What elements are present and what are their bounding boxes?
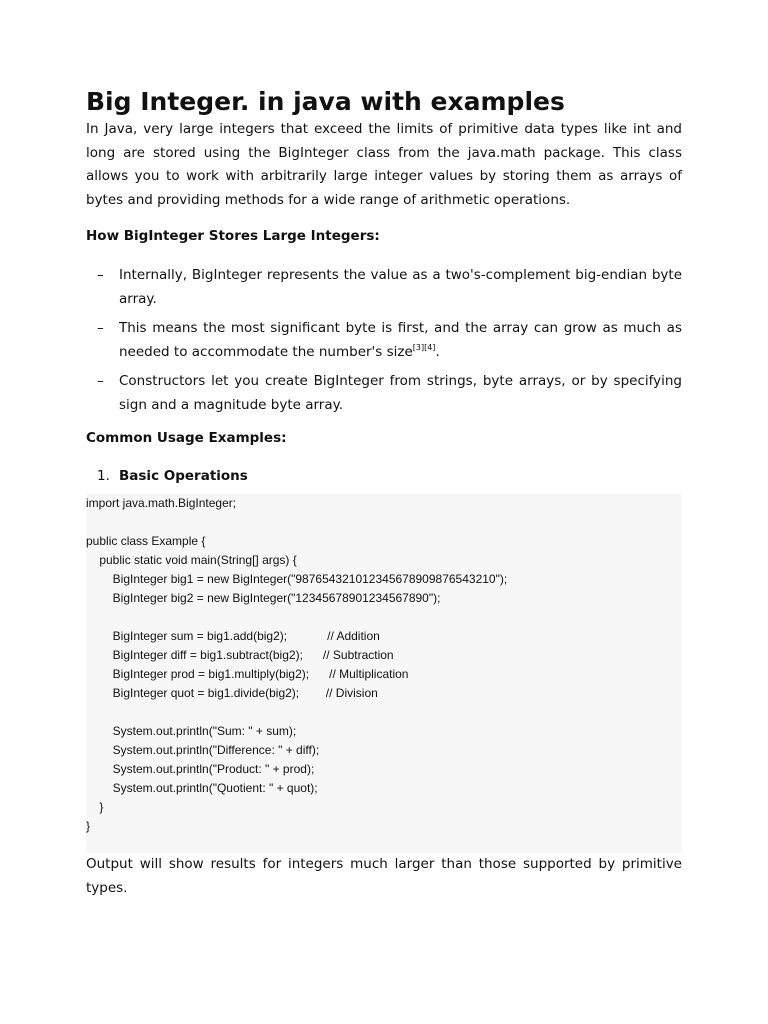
document-content [86,86,682,900]
list-item [86,370,682,417]
code-line [86,703,682,722]
code-line: BigInteger prod = big1.multiply(big2); // Multiplication [86,667,409,681]
code-line: System.out.println("Sum: " + sum); [86,724,297,738]
examples-list [86,464,682,488]
list-item [86,317,682,364]
code-line [86,608,682,627]
bullet-dash: – [97,320,104,336]
examples-heading: Common Usage Examples: [86,430,287,446]
code-line: public static void main(String[] args) { [86,553,297,567]
bullet-dash: – [97,267,104,283]
code-block [86,494,682,853]
list-item-label: Basic Operations [119,468,248,484]
code-line [86,513,682,532]
code-line: BigInteger big2 = new BigInteger("12345678901234567890"); [86,591,441,605]
code-line: System.out.println("Product: " + prod); [86,762,315,776]
intro-paragraph: In Java, very large integers that exceed the limits of primitive data types like int and long are stored using the BigInteger class from the java.math package. This class allows you to work with arbitrarily large integer values by storing them as arrays of bytes and providing methods for a wide range of arithmetic operations. [86,121,682,208]
code-line: System.out.println("Quotient: " + quot); [86,781,318,795]
code-line: public class Example { [86,534,206,548]
list-item-text: Internally, BigInteger represents the value as a two's-complement big-endian byte array. [119,267,682,307]
list-item [86,264,682,311]
list-number: 1. [97,468,110,484]
list-item-end: . [435,343,440,360]
storage-list [86,264,682,417]
list-item-text: This means the most significant byte is first, and the array can grow as much as needed to accommodate the number's size [119,320,682,360]
list-item-text: Constructors let you create BigInteger from strings, byte arrays, or by specifying sign and a magnitude byte array. [119,373,682,413]
code-line: import java.math.BigInteger; [86,496,237,510]
list-item [86,464,682,488]
code-line: } [86,800,104,814]
storage-heading: How BigInteger Stores Large Integers: [86,228,380,244]
code-line: BigInteger big1 = new BigInteger("987654321012345678909876543210"); [86,572,508,586]
page-title: Big Integer. in java with examples [86,87,565,116]
output-paragraph: Output will show results for integers much larger than those supported by primitive types. [86,856,682,896]
code-line: BigInteger quot = big1.divide(big2); // Division [86,686,378,700]
code-line: BigInteger diff = big1.subtract(big2); // Subtraction [86,648,394,662]
code-line: } [86,819,91,833]
citation-link[interactable]: [3][4] [412,342,436,352]
code-line: System.out.println("Difference: " + diff); [86,743,320,757]
code-line: BigInteger sum = big1.add(big2); // Addition [86,629,380,643]
bullet-dash: – [97,373,104,389]
